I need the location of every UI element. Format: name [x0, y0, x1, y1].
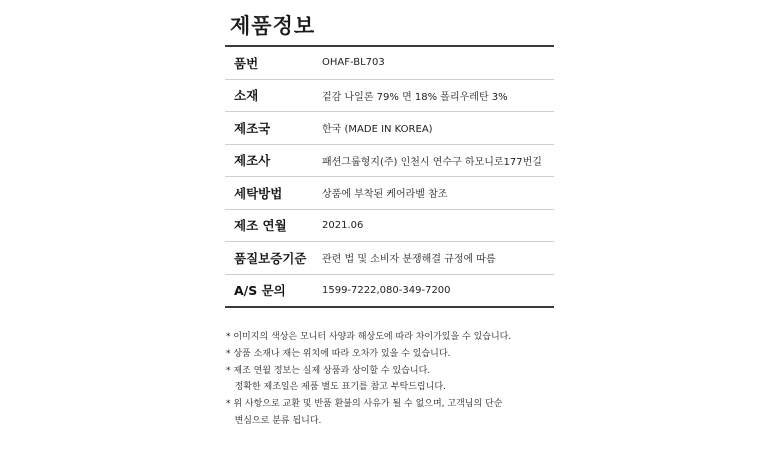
row-label: 세탁방법	[225, 177, 318, 210]
row-value: 관련 법 및 소비자 분쟁해결 규정에 따름	[318, 242, 554, 275]
table-row	[225, 242, 554, 275]
row-value: 2021.06	[318, 209, 554, 242]
notice-item: * 상품 소재나 재는 위치에 따라 오차가 있을 수 있습니다.	[226, 348, 451, 359]
row-label: 품질보증기준	[225, 242, 318, 275]
row-value: OHAF-BL703	[318, 46, 554, 79]
row-label: A/S 문의	[234, 283, 286, 299]
table-row	[225, 209, 554, 242]
notice-item: * 이미지의 색상은 모니터 사양과 해상도에 따라 차이가있을 수 있습니다.	[226, 332, 512, 342]
table-row	[225, 112, 554, 145]
row-label: 소재	[225, 79, 318, 112]
notice-item: * 제조 연월 정보는 실제 상품과 상이할 수 있습니다.	[226, 365, 431, 376]
row-label: 제조 연월	[225, 209, 318, 242]
notice-list	[226, 329, 556, 430]
notice-item: * 위 사항으로 교환 및 반품 환불의 사유가 될 수 없으며, 고객님의 단순	[226, 399, 503, 410]
product-info-table	[225, 45, 554, 308]
table-row	[225, 46, 554, 79]
table-row	[225, 79, 554, 112]
table-row	[225, 274, 554, 307]
table-row	[225, 144, 554, 177]
table-row	[225, 177, 554, 210]
row-value: 겉감 나일론 79% 면 18% 폴리우레탄 3%	[318, 79, 554, 112]
notice-item: 정확한 제조일은 제품 별도 표기를 참고 부탁드립니다.	[226, 382, 446, 393]
page-title: 제품정보	[230, 14, 316, 38]
row-value: 한국 (MADE IN KOREA)	[318, 112, 554, 145]
row-value: 상품에 부착된 케어라벨 참조	[318, 177, 554, 210]
row-label: 제조사	[225, 144, 318, 177]
row-label: 제조국	[225, 112, 318, 145]
notice-item: 변심으로 분류 됩니다.	[226, 415, 322, 426]
row-label: 품번	[225, 46, 318, 79]
row-value: 1599-7222,080-349-7200	[322, 284, 451, 296]
row-value: 패션그룹형지(주) 인천시 연수구 하모니로177번길	[318, 144, 554, 177]
